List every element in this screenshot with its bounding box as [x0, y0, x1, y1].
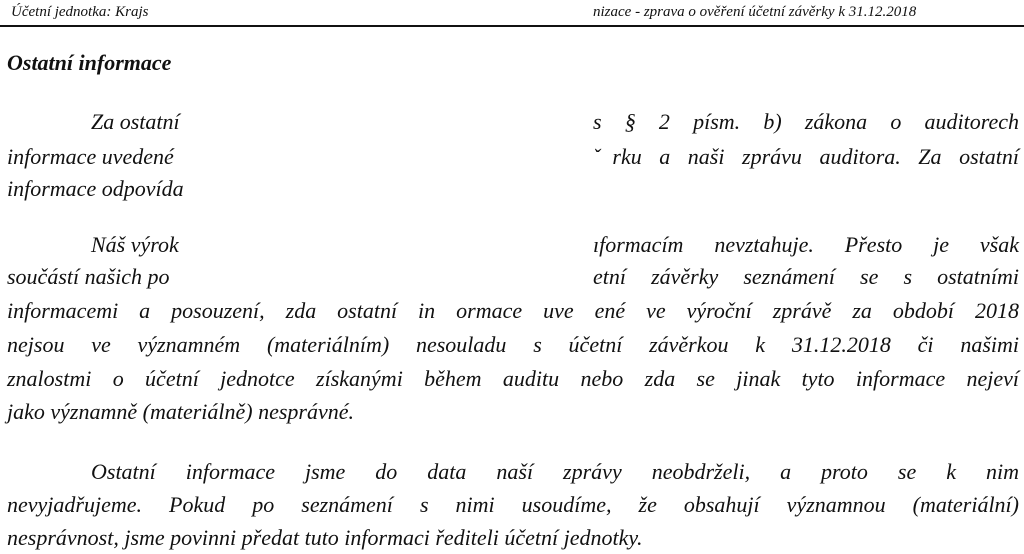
- header-right-text: nizace - zprava o ověření účetní závěrky k 31.12.2018: [593, 4, 917, 20]
- p2-line-3: informacemi a posouzení, zda ostatní in ormace uve ené ve výroční zprávě za období 2018: [7, 298, 1019, 323]
- header-rule: [0, 25, 1024, 27]
- header-left-text: Účetní jednotka: Krajs: [11, 4, 149, 20]
- p2-left-line-1: Náš výrok: [91, 232, 179, 257]
- p3-line-3: nesprávnost, jsme povinni předat tuto informaci řediteli účetní jednotky.: [7, 525, 643, 550]
- section-title: Ostatní informace: [7, 50, 172, 75]
- p1-right-line-1: s § 2 písm. b) zákona o auditorech: [593, 109, 1019, 134]
- p2-line-5: znalostmi o účetní jednotce získanými během auditu nebo zda se jinak tyto informace nejeví: [7, 366, 1019, 391]
- p2-right-line-2: etní závěrky seznámení se s ostatními: [593, 264, 1019, 289]
- p1-left-line-2: informace uvedené: [7, 144, 174, 169]
- p2-left-line-2: součástí našich po: [7, 264, 170, 289]
- p2-line-6: jako významně (materiálně) nesprávné.: [7, 399, 355, 424]
- p2-right-line-1: ıformacím nevztahuje. Přesto je však: [593, 232, 1019, 257]
- p1-left-line-1: Za ostatní: [91, 109, 180, 134]
- p1-right-line-2: ˇrku a naši zprávu auditora. Za ostatní: [593, 144, 1019, 169]
- p1-left-line-3: informace odpovída: [7, 176, 184, 201]
- p3-line-1: Ostatní informace jsme do data naší zprávy neobdrželi, a proto se k nim: [91, 459, 1019, 484]
- p3-line-2: nevyjadřujeme. Pokud po seznámení s nimi usoudíme, že obsahují významnou (materiální): [7, 492, 1019, 517]
- p2-line-4: nejsou ve významném (materiálním) nesouladu s účetní závěrkou k 31.12.2018 či našimi: [7, 332, 1019, 357]
